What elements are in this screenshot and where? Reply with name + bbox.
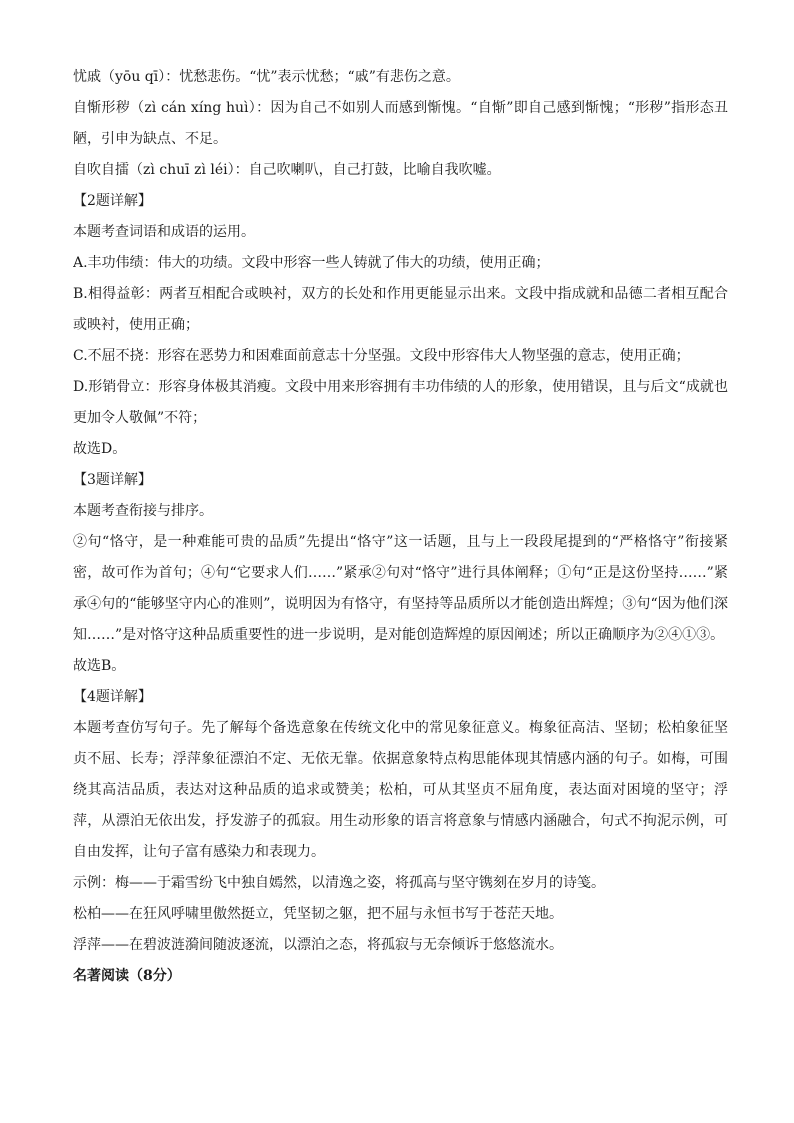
question-3-heading: 【3题详解】 [73,472,152,488]
text-paragraph: ②句“恪守，是一种难能可贵的品质”先提出“恪守”这一话题，且与上一段段尾提到的“严格恪守”衔接紧密，故可作为首句；④句“它要求人们……”紧承②句对“恪守”进行具体阐释；①句“正是这份坚持……”紧承④句的“能够坚守内心的准则”，说明因为有恪守，有坚持等品质所以才能创造出辉煌；③句“因为他们深知……”是对恪守这种品质重要性的进一步说明，是对能创造辉煌的原因阐述；所以正确顺序为②④①③。 [73,534,728,643]
option-d: D.形销骨立：形容身体极其消瘦。文段中用来形容拥有丰功伟绩的人的形象，使用错误，且与后文“成就也更加令人敬佩”不符； [73,379,728,426]
text-line: 忧戚（yōu qī）：忧愁悲伤。“忧”表示忧愁；“戚”有悲伤之意。 [73,69,460,85]
question-2-heading: 【2题详解】 [73,193,152,209]
answer-line: 故选B。 [73,658,126,674]
text-line: 自吹自擂（zì chuī zì léi）：自己吹喇叭，自己打鼓，比喻自我吹嘘。 [73,162,501,178]
text-paragraph: 自惭形秽（zì cán xíng huì）：因为自己不如别人而感到惭愧。“自惭”即自己感到惭愧；“形秽”指形态丑陋，引申为缺点、不足。 [73,100,728,147]
example-line: 松柏——在狂风呼啸里傲然挺立，凭坚韧之躯，把不屈与永恒书写于苍茫天地。 [73,906,563,922]
example-line: 浮萍——在碧波涟漪间随波逐流，以漂泊之态，将孤寂与无奈倾诉于悠悠流水。 [73,937,563,953]
text-paragraph: 本题考查仿写句子。先了解每个备选意象在传统文化中的常见象征意义。梅象征高洁、坚韧；松柏象征坚贞不屈、长寿；浮萍象征漂泊不定、无依无靠。依据意象特点构思能体现其情感内涵的句子。如梅，可围绕其高洁品质，表达对这种品质的追求或赞美；松柏，可从其坚贞不屈角度，表达面对困境的坚守；浮萍，从漂泊无依出发，抒发游子的孤寂。用生动形象的语言将意象与情感内涵融合，句式不拘泥示例，可自由发挥，让句子富有感染力和表现力。 [73,720,728,860]
text-line: 本题考查衔接与排序。 [73,503,213,519]
option-c: C.不屈不挠：形容在恶势力和困难面前意志十分坚强。文段中形容伟大人物坚强的意志，使用正确； [73,348,690,364]
document-body [73,62,728,992]
question-4-heading: 【4题详解】 [73,689,152,705]
section-heading: 名著阅读（8分） [73,968,181,984]
answer-line: 故选D。 [73,441,127,457]
option-b: B.相得益彰：两者互相配合或映衬，双方的长处和作用更能显示出来。文段中指成就和品德二者相互配合或映衬，使用正确； [73,286,728,333]
option-a: A.丰功伟绩：伟大的功绩。文段中形容一些人铸就了伟大的功绩，使用正确； [73,255,550,271]
text-line: 本题考查词语和成语的运用。 [73,224,255,240]
example-line: 示例：梅——于霜雪纷飞中独自嫣然，以清逸之姿，将孤高与坚守镌刻在岁月的诗笺。 [73,875,605,891]
